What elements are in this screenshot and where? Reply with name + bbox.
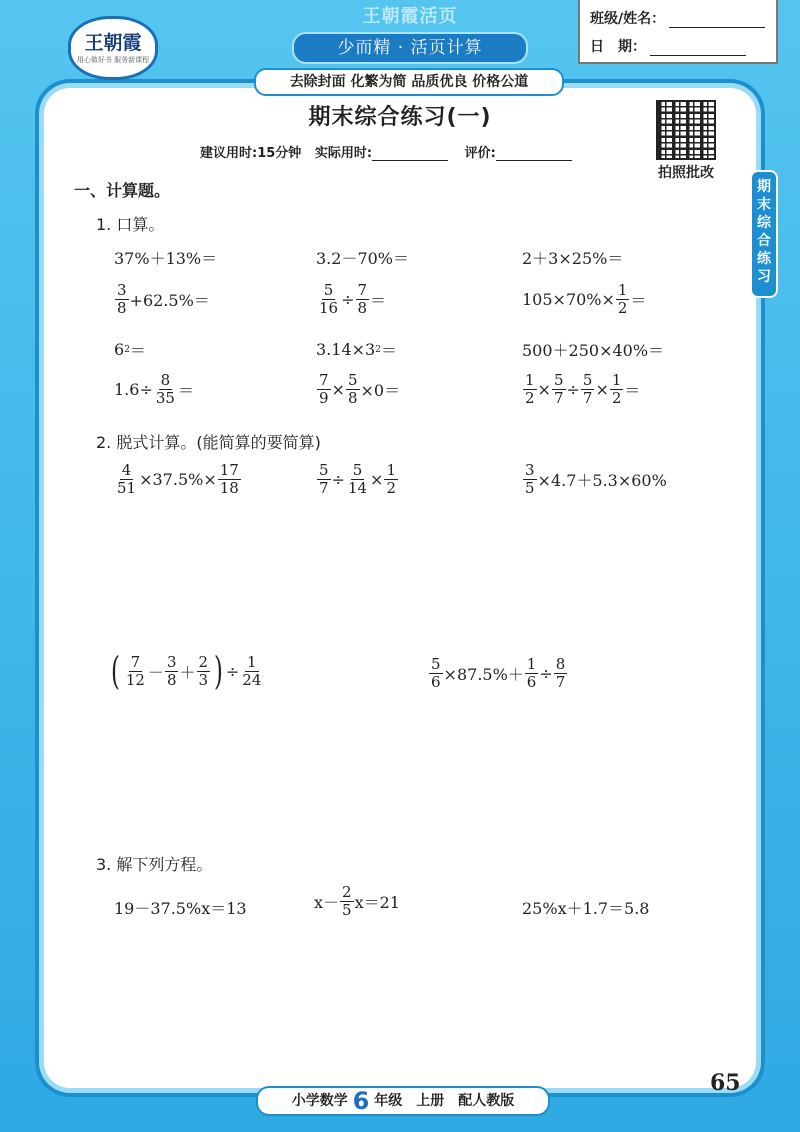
step-calc-1 <box>114 462 242 497</box>
footer-banner <box>256 1086 550 1116</box>
denominator: 3 <box>198 670 209 689</box>
expr-tail: ＝ <box>370 291 387 310</box>
exponent: 2 <box>124 344 130 355</box>
fraction <box>429 656 443 691</box>
fraction <box>346 462 369 497</box>
part3-label: 3. 解下列方程。 <box>96 855 213 874</box>
numerator: 17 <box>219 461 239 479</box>
oral-3-text: 2＋3×25%＝ <box>522 249 624 268</box>
denominator: 2 <box>386 479 396 497</box>
fraction <box>197 654 211 689</box>
denominator: 5 <box>525 479 535 497</box>
denominator: 5 <box>342 901 352 919</box>
expr-head: x－ <box>314 893 340 912</box>
numerator: 5 <box>431 655 441 673</box>
fraction <box>616 282 630 317</box>
numerator: 7 <box>130 652 141 671</box>
numerator: 3 <box>166 652 177 671</box>
numerator: 5 <box>553 371 564 389</box>
operator: ÷ <box>331 470 345 489</box>
fraction <box>610 372 624 407</box>
date-label: 日 期： <box>590 39 646 55</box>
equation-2 <box>314 884 400 919</box>
denominator: 9 <box>319 389 329 407</box>
oral-11 <box>316 372 400 407</box>
fraction <box>384 462 398 497</box>
operator: × <box>595 380 609 399</box>
numerator: 5 <box>347 371 358 389</box>
expr-head: 1.6÷ <box>114 380 153 399</box>
expr-tail: ×4.7＋5.3×60% <box>537 471 667 490</box>
denominator: 8 <box>357 299 368 317</box>
fraction <box>340 884 354 919</box>
footer-grade: 6 <box>352 1087 370 1115</box>
expr-tail: ＝ <box>624 381 641 400</box>
denominator: 16 <box>319 299 339 317</box>
fraction <box>552 372 566 407</box>
denominator: 6 <box>431 673 441 691</box>
class-name-blank[interactable] <box>669 13 765 28</box>
fraction <box>523 462 537 497</box>
equation-1 <box>114 896 247 919</box>
section-heading: 一、计算题。 <box>74 181 171 200</box>
denominator: 51 <box>117 479 137 497</box>
footer-edition: 年级 上册 配人教版 <box>374 1093 515 1109</box>
suggested-time: 建议用时:15分钟 <box>200 146 302 161</box>
exponent: 2 <box>375 344 381 355</box>
qr-code-icon[interactable] <box>656 100 716 160</box>
oral-8 <box>316 338 397 361</box>
oral-4 <box>114 282 210 317</box>
step-calc-4 <box>108 649 264 693</box>
publisher-logo <box>68 16 158 80</box>
denominator: 12 <box>125 670 145 689</box>
denominator: 14 <box>347 479 368 497</box>
worksheet-paper <box>44 88 756 1088</box>
slogan-banner: 去除封面 化繁为简 品质优良 价格公道 <box>254 68 564 96</box>
denominator: 2 <box>611 389 622 407</box>
expr-mid: ×37.5%× <box>139 470 217 489</box>
expr-tail: +62.5%＝ <box>129 291 210 310</box>
denominator: 8 <box>347 389 358 407</box>
denominator: 35 <box>155 389 175 407</box>
fraction <box>124 654 147 689</box>
fraction <box>581 372 595 407</box>
page-title: 期末综合练习(一) <box>308 105 492 130</box>
numerator: 2 <box>342 883 352 901</box>
operator: ＋ <box>179 662 196 682</box>
expr-base: 6 <box>114 340 125 359</box>
footer-subject: 小学数学 <box>291 1093 348 1109</box>
denominator: 7 <box>582 389 593 407</box>
date-row <box>590 36 746 56</box>
left-paren: ( <box>110 649 120 693</box>
time-meta <box>200 142 620 161</box>
operator: － <box>147 662 164 682</box>
denominator: 24 <box>242 670 262 689</box>
fraction <box>523 372 537 407</box>
rating-blank[interactable] <box>496 148 572 161</box>
numerator: 5 <box>323 281 334 299</box>
oral-7 <box>114 338 146 361</box>
oral-10 <box>114 372 194 407</box>
operator: × <box>331 380 345 399</box>
fraction <box>525 656 539 691</box>
fraction <box>317 282 340 317</box>
part2-label: 2. 脱式计算。(能简算的要简算) <box>96 433 321 452</box>
expr-tail: x＝21 <box>354 893 400 912</box>
fraction <box>356 282 370 317</box>
oral-2-text: 3.2－70%＝ <box>316 249 410 268</box>
numerator: 4 <box>121 461 132 479</box>
fraction <box>317 462 331 497</box>
denominator: 6 <box>526 673 537 691</box>
equation-3-text: 25%x＋1.7＝5.8 <box>522 899 650 918</box>
fraction <box>346 372 360 407</box>
numerator: 8 <box>160 371 171 389</box>
oral-1 <box>114 246 217 269</box>
side-tab <box>750 170 778 298</box>
class-name-row <box>590 8 765 28</box>
oral-2 <box>316 246 409 269</box>
numerator: 1 <box>247 652 257 671</box>
step-calc-5 <box>428 656 568 691</box>
date-blank[interactable] <box>650 41 746 56</box>
denominator: 8 <box>166 670 177 689</box>
expr-tail: ＝ <box>129 341 146 360</box>
numerator: 5 <box>319 461 329 479</box>
qr-label: 拍照批改 <box>658 165 714 181</box>
numerator: 7 <box>357 281 368 299</box>
part1-label: 1. 口算。 <box>96 215 165 234</box>
brand-title: 王朝霞活页 <box>362 6 458 27</box>
numerator: 3 <box>525 461 535 479</box>
oral-6 <box>522 282 646 317</box>
oral-1-text: 37%＋13%＝ <box>114 249 218 268</box>
operator: ÷ <box>225 661 240 681</box>
numerator: 1 <box>525 371 535 389</box>
expr-tail: ＝ <box>380 341 397 360</box>
numerator: 2 <box>198 652 209 671</box>
fraction <box>115 462 138 497</box>
numerator: 7 <box>319 371 329 389</box>
numerator: 8 <box>555 655 566 673</box>
numerator: 1 <box>611 371 622 389</box>
numerator: 1 <box>617 281 628 299</box>
denominator: 18 <box>219 479 239 497</box>
fraction <box>115 282 129 317</box>
operator: × <box>370 470 384 489</box>
operator: × <box>537 380 551 399</box>
actual-time-blank[interactable] <box>372 148 448 161</box>
oral-9-text: 500＋250×40%＝ <box>522 341 665 360</box>
page-number: 65 <box>710 1070 741 1096</box>
numerator: 1 <box>526 655 537 673</box>
actual-time-label: 实际用时: <box>314 146 373 161</box>
class-name-label: 班级/姓名： <box>590 11 666 27</box>
series-tagline: 少而精 · 活页计算 <box>292 32 528 64</box>
logo-subtitle: 用心做好书 服务新课程 <box>76 56 150 64</box>
expr-head: 105×70%× <box>522 290 615 309</box>
oral-3 <box>522 246 623 269</box>
numerator: 1 <box>386 461 396 479</box>
numerator: 3 <box>117 281 127 299</box>
expr-mid: ×87.5%＋ <box>443 665 524 684</box>
denominator: 7 <box>555 673 566 691</box>
right-paren: ) <box>214 649 223 693</box>
fraction <box>218 462 241 497</box>
step-calc-3 <box>522 462 667 497</box>
oral-9 <box>522 338 664 361</box>
fraction <box>165 654 179 689</box>
expr-base: 3.14×3 <box>316 340 376 359</box>
denominator: 2 <box>525 389 535 407</box>
denominator: 8 <box>117 299 127 317</box>
numerator: 5 <box>352 461 363 479</box>
fraction <box>554 656 568 691</box>
expr-tail: ×0＝ <box>360 381 401 400</box>
side-tab-label: 期末综合练习 <box>757 179 771 285</box>
denominator: 2 <box>617 299 628 317</box>
equation-1-text: 19－37.5%x＝13 <box>114 899 247 918</box>
fraction <box>240 654 263 689</box>
expr-tail: ＝ <box>177 381 194 400</box>
step-calc-2 <box>316 462 399 497</box>
denominator: 7 <box>319 479 329 497</box>
oral-12 <box>522 372 640 407</box>
equation-3 <box>522 896 649 919</box>
operator: ÷ <box>341 290 355 309</box>
student-info-box <box>578 0 778 64</box>
fraction <box>154 372 177 407</box>
fraction <box>317 372 331 407</box>
operator: ÷ <box>539 664 553 683</box>
denominator: 7 <box>553 389 564 407</box>
rating-label: 评价: <box>464 146 496 161</box>
numerator: 5 <box>582 371 593 389</box>
operator: ÷ <box>566 380 580 399</box>
expr-tail: ＝ <box>630 291 647 310</box>
logo-name: 王朝霞 <box>84 32 142 54</box>
oral-5 <box>316 282 386 317</box>
